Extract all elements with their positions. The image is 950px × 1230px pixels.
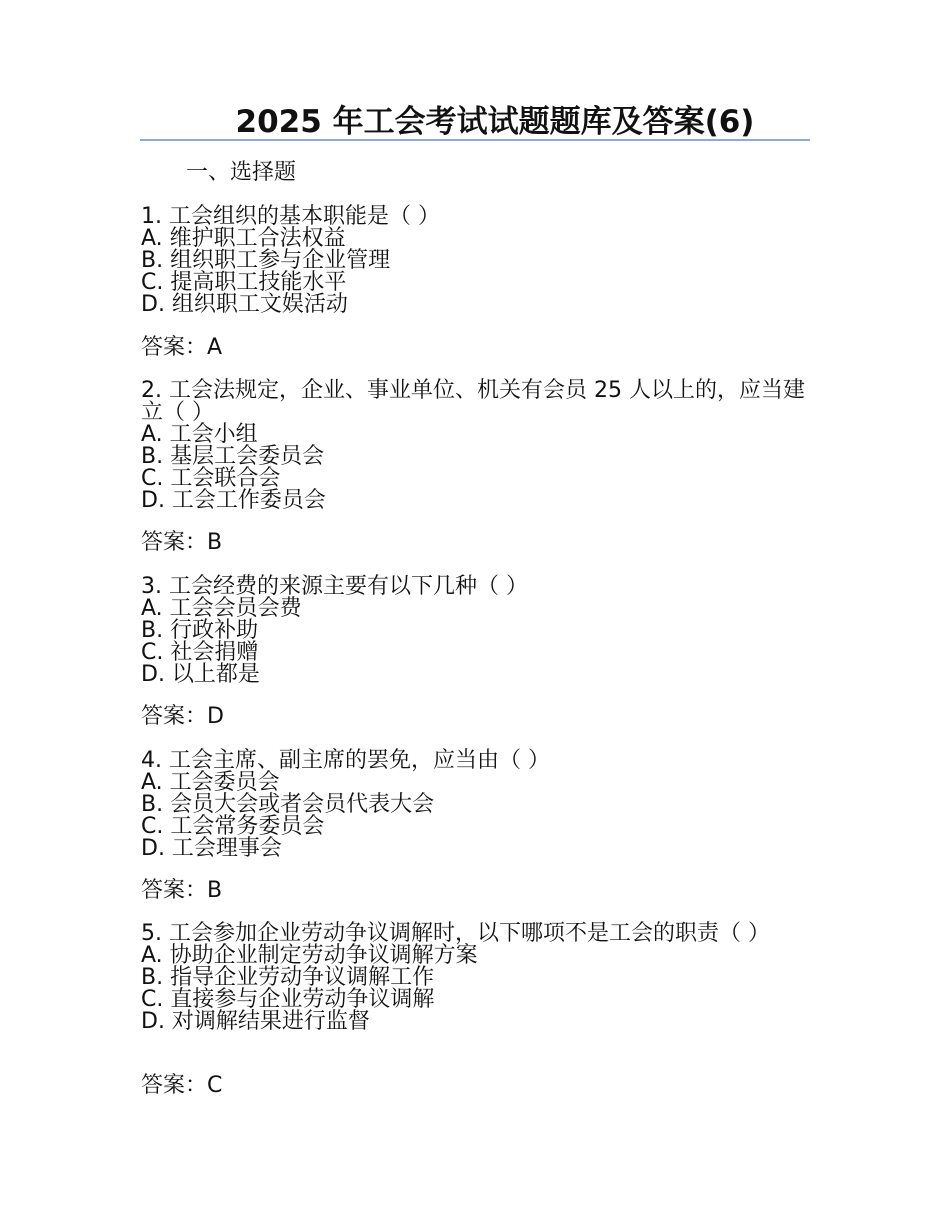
question-5-text: 5. 工会参加企业劳动争议调解时，以下哪项不是工会的职责（ ） [141, 921, 770, 946]
document-title: 2025 年工会考试试题题库及答案(6) [235, 104, 755, 140]
question-5-option-d: D. 对调解结果进行监督 [141, 1009, 370, 1034]
question-1-option-d: D. 组织职工文娱活动 [141, 292, 348, 317]
question-3 [141, 576, 811, 686]
title-underline [140, 139, 810, 141]
question-1-text: 1. 工会组织的基本职能是（ ） [141, 204, 440, 229]
question-5-option-b: B. 指导企业劳动争议调解工作 [141, 965, 435, 990]
question-3-option-a: A. 工会会员会费 [141, 596, 302, 621]
question-3-option-b: B. 行政补助 [141, 618, 259, 643]
question-1 [141, 206, 811, 316]
question-4-option-b: B. 会员大会或者会员代表大会 [141, 792, 435, 817]
question-1-option-b: B. 组织职工参与企业管理 [141, 248, 391, 273]
question-3-option-c: C. 社会捐赠 [141, 640, 259, 665]
question-4 [141, 750, 811, 860]
question-2-option-d: D. 工会工作委员会 [141, 488, 326, 513]
question-5-option-c: C. 直接参与企业劳动争议调解 [141, 987, 435, 1012]
section-heading: 一、选择题 [186, 160, 297, 185]
question-4-option-a: A. 工会委员会 [141, 770, 280, 795]
question-2-option-c: C. 工会联合会 [141, 466, 281, 491]
question-1-answer: 答案：A [141, 335, 223, 360]
question-4-option-d: D. 工会理事会 [141, 836, 282, 861]
question-3-answer: 答案：D [141, 704, 224, 729]
question-4-text: 4. 工会主席、副主席的罢免，应当由（ ） [141, 748, 550, 773]
question-4-option-c: C. 工会常务委员会 [141, 814, 325, 839]
question-1-option-a: A. 维护职工合法权益 [141, 226, 346, 251]
question-2-option-b: B. 基层工会委员会 [141, 444, 325, 469]
question-2-option-a: A. 工会小组 [141, 422, 258, 447]
question-5-answer: 答案：C [141, 1073, 223, 1098]
question-2-answer: 答案：B [141, 530, 223, 555]
question-3-text: 3. 工会经费的来源主要有以下几种（ ） [141, 574, 528, 599]
question-1-option-c: C. 提高职工技能水平 [141, 270, 347, 295]
question-3-option-d: D. 以上都是 [141, 662, 260, 687]
question-5 [141, 923, 811, 1033]
question-5-option-a: A. 协助企业制定劳动争议调解方案 [141, 943, 478, 968]
question-4-answer: 答案：B [141, 878, 223, 903]
question-2 [141, 380, 811, 512]
question-2-text: 2. 工会法规定，企业、事业单位、机关有会员 25 人以上的，应当建立（ ） [141, 378, 805, 425]
